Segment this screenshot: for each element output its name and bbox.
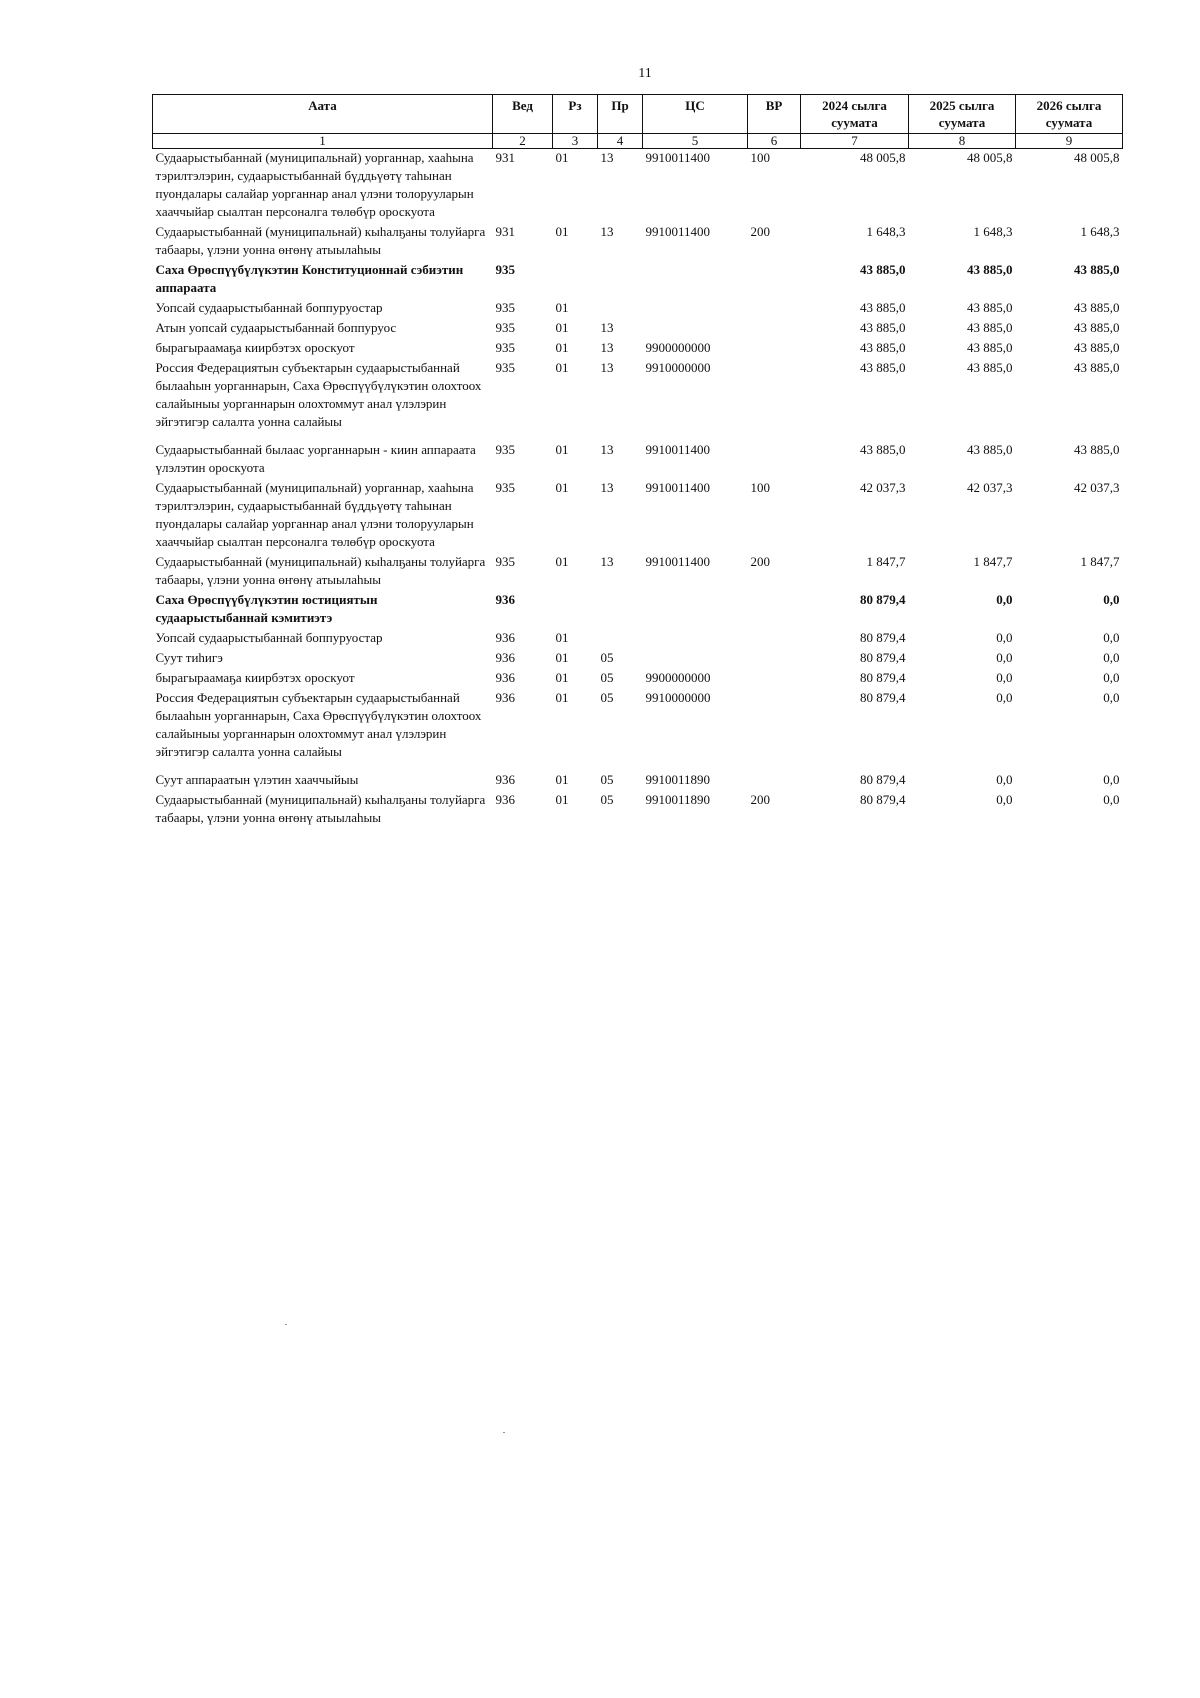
row-name: Судаарыстыбаннай (муниципальнай) кыһалҕаны толуйарга табаары, үлэни уонна өҥөнү атыылаһыы (155, 224, 486, 257)
amount-2026: 43 885,0 (1074, 320, 1120, 335)
pr-cell: 13 (600, 224, 614, 239)
vr-cell: 200 (750, 792, 770, 807)
amount-2026: 48 005,8 (1074, 150, 1120, 165)
rz-cell: 01 (555, 690, 569, 705)
amount-2024: 48 005,8 (860, 150, 906, 165)
table-row (153, 479, 1123, 553)
vr-cell: 100 (750, 480, 770, 495)
cs-cell: 9910000000 (645, 360, 711, 375)
cs-cell: 9910011400 (645, 554, 711, 569)
rz-cell: 01 (555, 650, 569, 665)
cs-cell (643, 591, 748, 629)
cs-cell (643, 629, 748, 649)
vr-cell (748, 299, 801, 319)
pr-cell: 05 (600, 690, 614, 705)
amount-2024: 80 879,4 (860, 592, 906, 607)
pr-cell: 13 (600, 320, 614, 335)
table-row (153, 441, 1123, 479)
cs-cell (643, 261, 748, 299)
row-name: Саха Өрөспүүбүлүкэтин юстициятын судаарыстыбаннай кэмитиэтэ (155, 592, 378, 625)
rz-cell: 01 (555, 442, 569, 457)
amount-2024: 80 879,4 (860, 792, 906, 807)
table-row (153, 319, 1123, 339)
amount-2024: 43 885,0 (860, 360, 906, 375)
row-name: Саха Өрөспүүбүлүкэтин Конституционнай сэбиэтин аппараата (155, 262, 464, 295)
rz-cell: 01 (555, 224, 569, 239)
pr-cell (598, 629, 643, 649)
amount-2025: 43 885,0 (967, 300, 1013, 315)
ved-cell: 935 (495, 480, 515, 495)
amount-2024: 1 847,7 (866, 554, 906, 569)
rz-cell: 01 (555, 670, 569, 685)
header-cell: Аата (153, 95, 493, 134)
column-number: 9 (1016, 134, 1123, 149)
ved-cell: 935 (495, 262, 515, 277)
amount-2026: 0,0 (1103, 690, 1120, 705)
rz-cell: 01 (555, 480, 569, 495)
rz-cell: 01 (555, 300, 569, 315)
rz-cell: 01 (555, 630, 569, 645)
ved-cell: 936 (495, 670, 515, 685)
rz-cell: 01 (555, 340, 569, 355)
column-number: 8 (909, 134, 1016, 149)
amount-2026: 1 648,3 (1080, 224, 1120, 239)
column-number-row (153, 134, 1123, 149)
amount-2024: 42 037,3 (860, 480, 906, 495)
ved-cell: 935 (495, 320, 515, 335)
cs-cell: 9910011890 (645, 792, 711, 807)
rz-cell (553, 591, 598, 629)
table-row (153, 771, 1123, 791)
rz-cell: 01 (555, 772, 569, 787)
vr-cell (748, 591, 801, 629)
vr-cell (748, 441, 801, 479)
amount-2025: 43 885,0 (967, 320, 1013, 335)
ved-cell: 936 (495, 792, 515, 807)
header-cell: Пр (598, 95, 643, 134)
table-row (153, 339, 1123, 359)
amount-2025: 0,0 (996, 650, 1013, 665)
ved-cell: 935 (495, 554, 515, 569)
pr-cell (598, 591, 643, 629)
amount-2024: 80 879,4 (860, 690, 906, 705)
row-name: Уопсай судаарыстыбаннай боппуруостар (155, 630, 383, 645)
vr-cell (748, 261, 801, 299)
table-row (153, 261, 1123, 299)
column-number: 7 (801, 134, 909, 149)
amount-2026: 0,0 (1103, 772, 1120, 787)
table-row (153, 669, 1123, 689)
table-row (153, 649, 1123, 669)
cs-cell (643, 649, 748, 669)
pr-cell: 05 (600, 772, 614, 787)
header-cell: 2026 сылга суумата (1016, 95, 1123, 134)
pr-cell: 05 (600, 650, 614, 665)
pr-cell: 13 (600, 340, 614, 355)
row-name: Судаарыстыбаннай (муниципальнай) уорганнар, хааһына тэрилтэлэрин, судаарыстыбаннай бүддьүөтү таһынан пуондалары салайар уорганнар анал үлэни толорууларын хааччыйар сыалтан персоналга төлөбүр ороскуота (155, 480, 474, 549)
amount-2026: 43 885,0 (1074, 360, 1120, 375)
amount-2025: 0,0 (996, 670, 1013, 685)
ved-cell: 936 (495, 592, 515, 607)
vr-cell: 100 (750, 150, 770, 165)
cs-cell: 9910011400 (645, 480, 711, 495)
ved-cell: 936 (495, 772, 515, 787)
pr-cell: 05 (600, 670, 614, 685)
row-name: Россия Федерациятын субъектарын судаарыстыбаннай былааһын уорганнарын, Саха Өрөспүүбүлүкэтин олохтоох салайыныы уорганнарын олохтоммут анал үлэлэрин эйгэтигэр салалта уонна салайыы (155, 690, 482, 759)
vr-cell: 200 (750, 224, 770, 239)
cs-cell (643, 319, 748, 339)
table-body (153, 149, 1123, 830)
vr-cell (748, 319, 801, 339)
ved-cell: 936 (495, 650, 515, 665)
amount-2025: 0,0 (996, 772, 1013, 787)
table-row (153, 689, 1123, 771)
amount-2024: 43 885,0 (860, 300, 906, 315)
amount-2026: 0,0 (1103, 630, 1120, 645)
table-row (153, 299, 1123, 319)
amount-2024: 80 879,4 (860, 772, 906, 787)
amount-2026: 43 885,0 (1074, 340, 1120, 355)
amount-2025: 48 005,8 (967, 150, 1013, 165)
header-cell: 2024 сылга суумата (801, 95, 909, 134)
amount-2026: 0,0 (1103, 650, 1120, 665)
vr-cell: 200 (750, 554, 770, 569)
pr-cell: 05 (600, 792, 614, 807)
ved-cell: 935 (495, 360, 515, 375)
rz-cell: 01 (555, 554, 569, 569)
pr-cell: 13 (600, 150, 614, 165)
cs-cell (643, 299, 748, 319)
vr-cell (748, 629, 801, 649)
amount-2026: 42 037,3 (1074, 480, 1120, 495)
header-cell: Вед (493, 95, 553, 134)
cs-cell: 9910011400 (645, 150, 711, 165)
ved-cell: 936 (495, 690, 515, 705)
amount-2024: 1 648,3 (866, 224, 906, 239)
amount-2025: 0,0 (996, 592, 1013, 607)
pr-cell (598, 261, 643, 299)
table-row (153, 149, 1123, 224)
ved-cell: 935 (495, 300, 515, 315)
header-cell: Рз (553, 95, 598, 134)
cs-cell: 9910011400 (645, 224, 711, 239)
header-cell: 2025 сылга суумата (909, 95, 1016, 134)
row-name: Судаарыстыбаннай былаас уорганнарын - киин аппараата үлэлэтин ороскуота (155, 442, 476, 475)
rz-cell: 01 (555, 150, 569, 165)
pr-cell: 13 (600, 480, 614, 495)
header-cell: ЦС (643, 95, 748, 134)
pr-cell (598, 299, 643, 319)
amount-2026: 0,0 (1103, 792, 1120, 807)
vr-cell (748, 689, 801, 771)
amount-2025: 43 885,0 (967, 262, 1013, 277)
vr-cell (748, 339, 801, 359)
amount-2026: 1 847,7 (1080, 554, 1120, 569)
amount-2026: 0,0 (1103, 592, 1120, 607)
column-number: 3 (553, 134, 598, 149)
table-row (153, 359, 1123, 441)
cs-cell: 9900000000 (645, 670, 711, 685)
table-row (153, 553, 1123, 591)
row-name: Атын уопсай судаарыстыбаннай боппуруос (155, 320, 397, 335)
amount-2025: 43 885,0 (967, 360, 1013, 375)
amount-2024: 43 885,0 (860, 320, 906, 335)
row-name: Россия Федерациятын субъектарын судаарыстыбаннай былааһын уорганнарын, Саха Өрөспүүбүлүкэтин олохтоох салайыныы уорганнарын олохтоммут анал үлэлэрин эйгэтигэр салалта уонна салайыы (155, 360, 482, 429)
budget-table (152, 94, 1123, 829)
amount-2025: 0,0 (996, 792, 1013, 807)
ved-cell: 935 (495, 442, 515, 457)
column-number: 2 (493, 134, 553, 149)
scan-speck (285, 1324, 287, 1325)
column-number: 1 (153, 134, 493, 149)
header-row (153, 95, 1123, 134)
amount-2025: 0,0 (996, 630, 1013, 645)
vr-cell (748, 669, 801, 689)
ved-cell: 936 (495, 630, 515, 645)
amount-2024: 80 879,4 (860, 670, 906, 685)
rz-cell (553, 261, 598, 299)
table-row (153, 791, 1123, 829)
amount-2026: 0,0 (1103, 670, 1120, 685)
amount-2025: 42 037,3 (967, 480, 1013, 495)
pr-cell: 13 (600, 442, 614, 457)
column-number: 5 (643, 134, 748, 149)
row-name: Суут аппараатын үлэтин хааччыйыы (155, 772, 359, 787)
cs-cell: 9900000000 (645, 340, 711, 355)
vr-cell (748, 771, 801, 791)
row-name: Суут тиһигэ (155, 650, 223, 665)
amount-2024: 43 885,0 (860, 262, 906, 277)
rz-cell: 01 (555, 320, 569, 335)
cs-cell: 9910000000 (645, 690, 711, 705)
ved-cell: 935 (495, 340, 515, 355)
amount-2026: 43 885,0 (1074, 262, 1120, 277)
amount-2025: 43 885,0 (967, 442, 1013, 457)
vr-cell (748, 359, 801, 441)
amount-2025: 0,0 (996, 690, 1013, 705)
row-name: Уопсай судаарыстыбаннай боппуруостар (155, 300, 383, 315)
row-name: бырагыраамаҕа киирбэтэх ороскуот (155, 340, 355, 355)
amount-2026: 43 885,0 (1074, 442, 1120, 457)
table-row (153, 591, 1123, 629)
header-cell: ВР (748, 95, 801, 134)
amount-2024: 43 885,0 (860, 442, 906, 457)
row-name: Судаарыстыбаннай (муниципальнай) кыһалҕаны толуйарга табаары, үлэни уонна өҥөнү атыылаһыы (155, 792, 486, 825)
cs-cell: 9910011890 (645, 772, 711, 787)
pr-cell: 13 (600, 360, 614, 375)
amount-2024: 80 879,4 (860, 650, 906, 665)
row-name: бырагыраамаҕа киирбэтэх ороскуот (155, 670, 355, 685)
row-name: Судаарыстыбаннай (муниципальнай) кыһалҕаны толуйарга табаары, үлэни уонна өҥөнү атыылаһыы (155, 554, 486, 587)
amount-2026: 43 885,0 (1074, 300, 1120, 315)
rz-cell: 01 (555, 360, 569, 375)
amount-2025: 1 847,7 (973, 554, 1013, 569)
amount-2025: 43 885,0 (967, 340, 1013, 355)
ved-cell: 931 (495, 224, 515, 239)
column-number: 6 (748, 134, 801, 149)
scan-speck (503, 1432, 505, 1433)
amount-2024: 43 885,0 (860, 340, 906, 355)
amount-2024: 80 879,4 (860, 630, 906, 645)
row-name: Судаарыстыбаннай (муниципальнай) уорганнар, хааһына тэрилтэлэрин, судаарыстыбаннай бүддьүөтү таһынан пуондалары салайар уорганнар анал үлэни толорууларын хааччыйар сыалтан персоналга төлөбүр ороскуота (155, 150, 474, 219)
cs-cell: 9910011400 (645, 442, 711, 457)
vr-cell (748, 649, 801, 669)
pr-cell: 13 (600, 554, 614, 569)
column-number: 4 (598, 134, 643, 149)
table-row (153, 223, 1123, 261)
table-row (153, 629, 1123, 649)
ved-cell: 931 (495, 150, 515, 165)
page-number: 11 (638, 66, 652, 81)
rz-cell: 01 (555, 792, 569, 807)
amount-2025: 1 648,3 (973, 224, 1013, 239)
